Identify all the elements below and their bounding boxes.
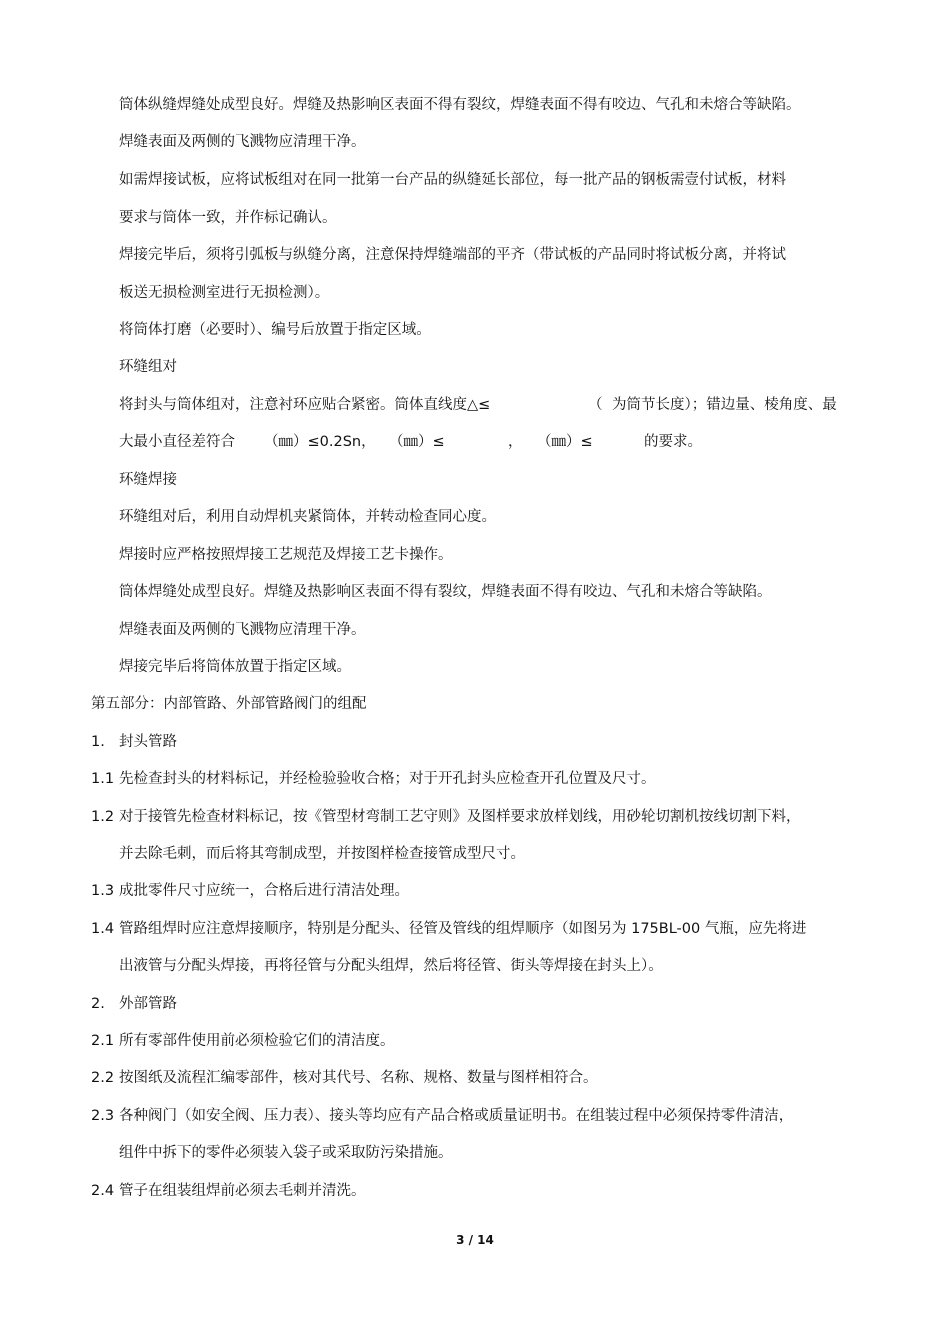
item-continuation: 出液管与分配头焊接，再将径管与分配头组焊，然后将径管、街头等焊接在封头上）。 — [119, 958, 663, 974]
paragraph: 如需焊接试板，应将试板组对在同一批第一台产品的纵缝延长部位，每一批产品的钢板需壹付试板，材料 — [119, 172, 786, 188]
paragraph: 焊缝表面及两侧的飞溅物应清理干净。 — [119, 134, 366, 150]
item-text: 先检查封头的材料标记，并经检验验收合格；对于开孔封头应检查开孔位置及尺寸。 — [119, 771, 656, 787]
paragraph-fragment: （ — [588, 397, 603, 413]
item-number: 2. — [91, 996, 105, 1012]
item-text: 成批零件尺寸应统一，合格后进行清洁处理。 — [119, 883, 409, 899]
paragraph: 筒体焊缝处成型良好。焊缝及热影响区表面不得有裂纹，焊缝表面不得有咬边、气孔和未熔合等缺陷。 — [119, 584, 772, 600]
paragraph-fragment: （㎜）≤ — [537, 434, 593, 450]
paragraph: 板送无损检测室进行无损检测）。 — [119, 285, 330, 301]
item-number: 2.2 — [91, 1070, 115, 1086]
item-number: 2.4 — [91, 1183, 115, 1199]
heading-ring-assembly: 环缝组对 — [119, 359, 177, 375]
paragraph-fragment: 为筒节长度）；错边量、棱角度、最 — [612, 397, 837, 413]
item-number: 1.3 — [91, 883, 115, 899]
item-continuation: 组件中拆下的零件必须装入袋子或采取防污染措施。 — [119, 1145, 453, 1161]
paragraph: 焊接完毕后将筒体放置于指定区域。 — [119, 659, 351, 675]
item-number: 2.1 — [91, 1033, 115, 1049]
item-text: 管路组焊时应注意焊接顺序，特别是分配头、径管及管线的组焊顺序（如图另为 175BL-00 气瓶，应先将进 — [119, 921, 807, 937]
paragraph: 焊接完毕后，须将引弧板与纵缝分离，注意保持焊缝端部的平齐（带试板的产品同时将试板分离，并将试 — [119, 247, 786, 263]
item-text: 按图纸及流程汇编零部件，核对其代号、名称、规格、数量与图样相符合。 — [119, 1070, 598, 1086]
item-number: 1.4 — [91, 921, 115, 937]
paragraph-fragment: 大最小直径差符合 — [119, 434, 235, 450]
paragraph: 焊缝表面及两侧的飞溅物应清理干净。 — [119, 622, 366, 638]
paragraph: 焊接时应严格按照焊接工艺规范及焊接工艺卡操作。 — [119, 547, 453, 563]
paragraph: 要求与筒体一致，并作标记确认。 — [119, 210, 337, 226]
item-continuation: 并去除毛刺，而后将其弯制成型，并按图样检查接管成型尺寸。 — [119, 846, 525, 862]
paragraph: 筒体纵缝焊缝处成型良好。焊缝及热影响区表面不得有裂纹，焊缝表面不得有咬边、气孔和未熔合等缺陷。 — [119, 97, 801, 113]
paragraph: 将筒体打磨（必要时）、编号后放置于指定区域。 — [119, 322, 431, 338]
item-number: 2.3 — [91, 1108, 115, 1124]
item-text: 对于接管先检查材料标记，按《管型材弯制工艺守则》及图样要求放样划线，用砂轮切割机按线切割下料， — [119, 809, 801, 825]
page-number: 3 / 14 — [456, 1233, 494, 1247]
item-text: 所有零部件使用前必须检验它们的清洁度。 — [119, 1033, 395, 1049]
paragraph-fragment: ， — [508, 434, 523, 450]
item-number: 1. — [91, 734, 105, 750]
item-text: 管子在组装组焊前必须去毛刺并清洗。 — [119, 1183, 366, 1199]
item-text: 外部管路 — [119, 996, 177, 1012]
paragraph-fragment: （㎜）≤ — [389, 434, 445, 450]
heading-ring-welding: 环缝焊接 — [119, 472, 177, 488]
item-number: 1.1 — [91, 771, 115, 787]
paragraph-fragment: 的要求。 — [644, 434, 702, 450]
paragraph-fragment: （㎜）≤0.2Sn， — [264, 434, 376, 450]
part-five-heading: 第五部分：内部管路、外部管路阀门的组配 — [91, 696, 367, 712]
item-text: 各种阀门（如安全阀、压力表）、接头等均应有产品合格或质量证明书。在组装过程中必须保持零件清洁， — [119, 1108, 794, 1124]
paragraph: 环缝组对后，利用自动焊机夹紧筒体，并转动检查同心度。 — [119, 509, 496, 525]
item-number: 1.2 — [91, 809, 115, 825]
paragraph-fragment: 将封头与筒体组对，注意衬环应贴合紧密。筒体直线度△≤ — [119, 397, 491, 413]
item-text: 封头管路 — [119, 734, 177, 750]
